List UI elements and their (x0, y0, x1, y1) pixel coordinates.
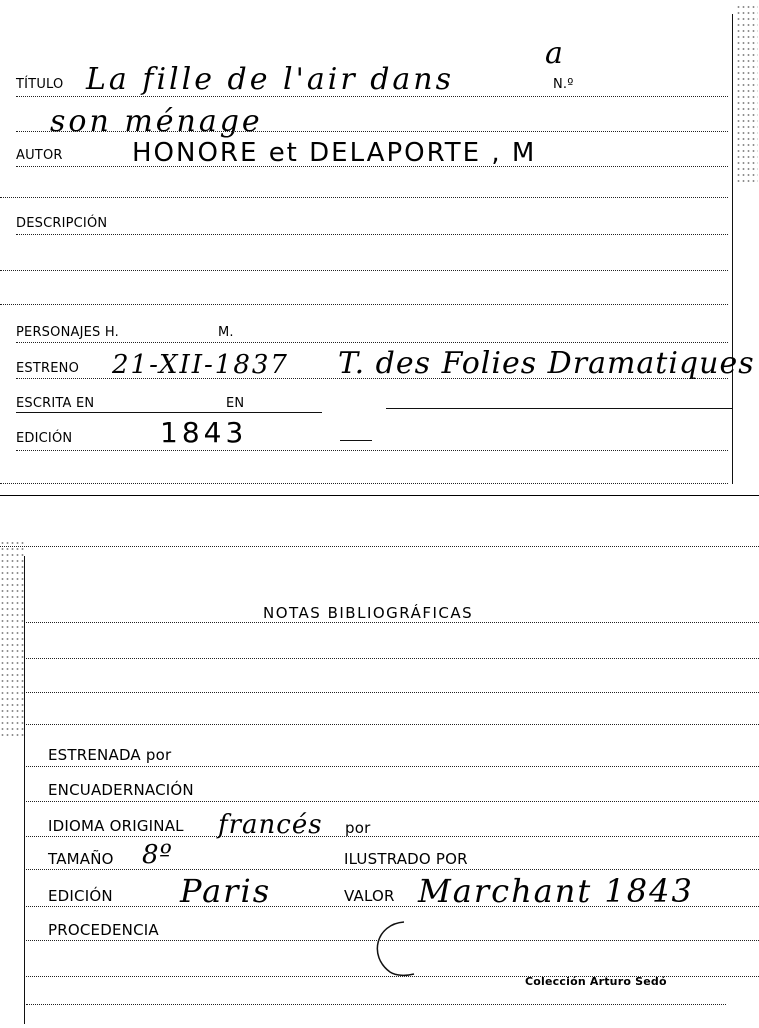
descripcion-line (16, 234, 728, 235)
notas-line (26, 622, 759, 623)
autor-value: HONORE et DELAPORTE , M (132, 138, 537, 168)
catalog-card-bottom (0, 500, 759, 1028)
blank-line-5 (26, 692, 759, 693)
escrita-line-b (386, 408, 732, 409)
titulo-line1: La fille de l'air dans (86, 62, 455, 97)
bottom-line (0, 483, 728, 484)
estreno-line (16, 378, 728, 379)
blank-line-8 (26, 1004, 726, 1005)
estrenada-line (26, 766, 759, 767)
coleccion-stamp: Colección Arturo Sedó (525, 975, 667, 988)
blank-line-3 (0, 304, 728, 305)
blank-line-2 (0, 270, 728, 271)
procedencia-label: PROCEDENCIA (48, 921, 159, 939)
personajes-label: PERSONAJES H. (16, 325, 119, 340)
scan-noise (736, 4, 758, 184)
estreno-theatre: T. des Folies Dramatiques (338, 346, 755, 381)
card-right-edge (732, 14, 733, 484)
edicion-line (16, 450, 728, 451)
catalog-card-top (0, 0, 759, 496)
encuadernacion-label: ENCUADERNACIÓN (48, 781, 194, 799)
personajes-line (16, 342, 728, 343)
valor-value: Marchant 1843 (418, 872, 694, 910)
card-left-edge (24, 556, 25, 1024)
edicion-label-bottom: EDICIÓN (48, 887, 113, 905)
idioma-value: francés (218, 810, 323, 840)
blank-line-1 (0, 197, 728, 198)
escrita-en2-label: EN (226, 396, 245, 411)
pencil-arc-mark (366, 916, 426, 980)
estreno-date: 21-XII-1837 (112, 350, 289, 380)
autor-label: AUTOR (16, 148, 63, 163)
descripcion-label: DESCRIPCIÓN (16, 216, 108, 231)
notas-header: NOTAS BIBLIOGRÁFICAS (263, 604, 474, 622)
edicion-line-bottom (26, 906, 759, 907)
edicion-place: Paris (180, 872, 272, 910)
scan-noise-left (0, 540, 24, 740)
tamano-label: TAMAÑO (48, 850, 114, 868)
edicion-mark (340, 440, 372, 441)
edicion-value: 1843 (160, 416, 248, 449)
titulo-line (16, 96, 728, 97)
titulo-superscript: a (545, 36, 564, 71)
personajes-m-label: M. (218, 325, 234, 340)
escrita-line-a (16, 412, 322, 413)
blank-line-6 (26, 724, 759, 725)
idioma-line (26, 836, 759, 837)
top-edge (0, 546, 759, 547)
edicion-label: EDICIÓN (16, 431, 73, 446)
escrita-en-label: ESCRITA EN (16, 396, 95, 411)
encuadernacion-line (26, 801, 759, 802)
valor-label: VALOR (344, 887, 395, 905)
blank-line-4 (26, 658, 759, 659)
ilustrado-label: ILUSTRADO POR (344, 850, 468, 868)
tamano-line (26, 869, 759, 870)
titulo-label: TÍTULO (16, 77, 64, 92)
estrenada-label: ESTRENADA por (48, 746, 172, 764)
titulo-line2: son ménage (50, 104, 263, 139)
numero-label: N.º (553, 77, 574, 92)
autor-line (16, 166, 728, 167)
por-label: por (345, 819, 371, 837)
idioma-label: IDIOMA ORIGINAL (48, 817, 184, 835)
tamano-value: 8º (142, 840, 173, 870)
estreno-label: ESTRENO (16, 361, 80, 376)
titulo-line-2 (16, 131, 728, 132)
